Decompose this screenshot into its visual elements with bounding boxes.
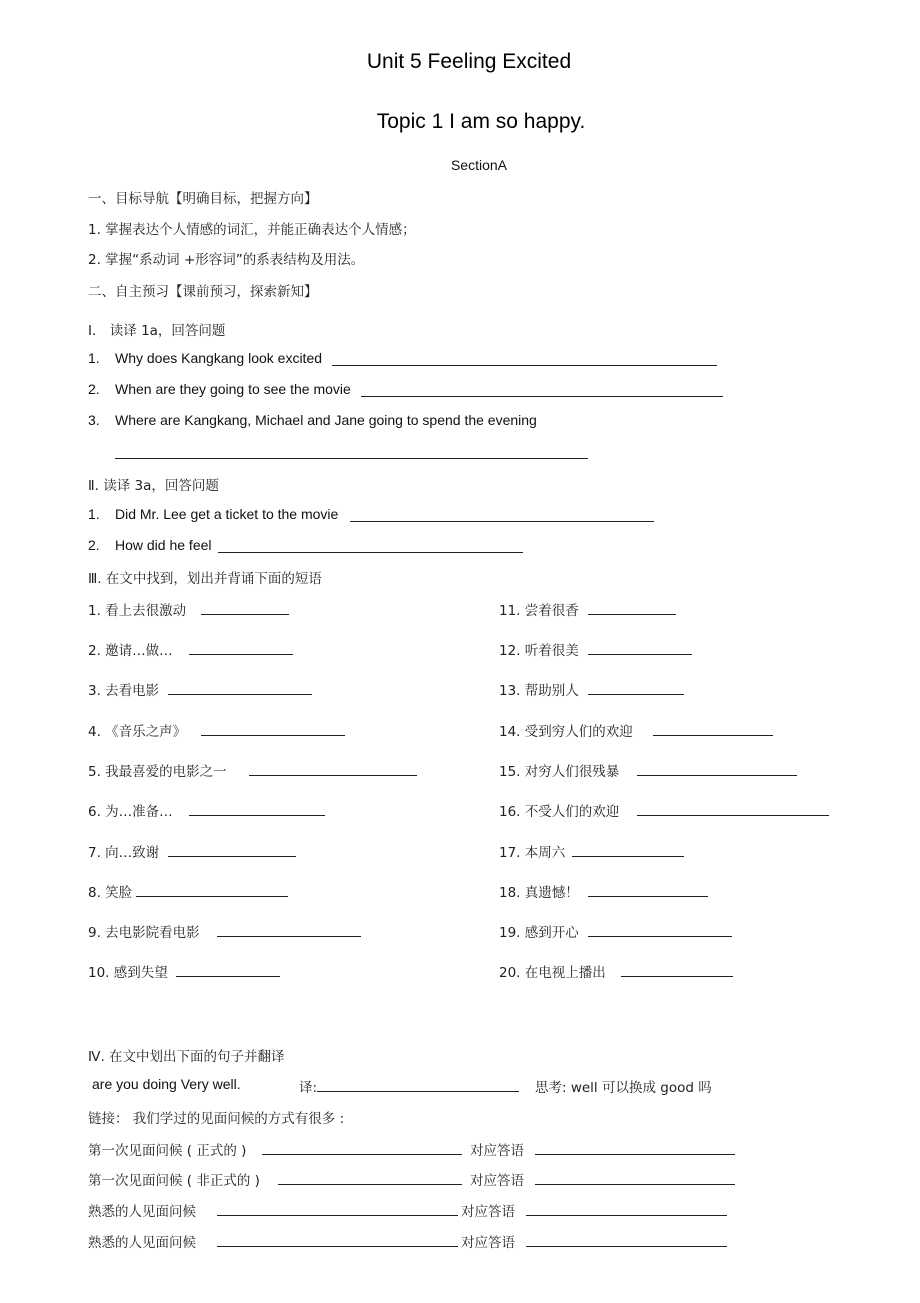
phrase-item: 10. 感到失望 — [88, 965, 168, 981]
greeting-label: 熟悉的人见面问候 — [88, 1235, 196, 1251]
phrase-item: 3. 去看电影 — [88, 683, 160, 699]
think-question: 思考: well 可以换成 good 吗 — [535, 1080, 712, 1096]
question-text: Where are Kangkang, Michael and Jane going to spend the evening — [115, 412, 537, 428]
phrase-item: 13. 帮助别人 — [499, 683, 579, 699]
reply-label: 对应答语 — [461, 1204, 515, 1220]
answer-line[interactable] — [189, 815, 325, 816]
answer-line[interactable] — [653, 735, 773, 736]
phrase-item: 14. 受到穷人们的欢迎 — [499, 724, 633, 740]
answer-line[interactable] — [201, 614, 289, 615]
phrase-item: 9. 去电影院看电影 — [88, 925, 200, 941]
answer-line[interactable] — [189, 654, 293, 655]
answer-line[interactable] — [361, 396, 723, 397]
phrase-item: 4. 《音乐之声》 — [88, 724, 187, 740]
phrase-item: 1. 看上去很激动 — [88, 603, 187, 619]
answer-line[interactable] — [588, 654, 692, 655]
answer-line[interactable] — [176, 976, 280, 977]
reply-label: 对应答语 — [470, 1143, 524, 1159]
answer-line[interactable] — [217, 936, 361, 937]
question-text: How did he feel — [115, 537, 212, 553]
phrase-item: 18. 真遗憾！ — [499, 885, 579, 901]
phrase-item: 19. 感到开心 — [499, 925, 579, 941]
reply-label: 对应答语 — [461, 1235, 515, 1251]
phrase-item: 17. 本周六 — [499, 845, 566, 861]
section-label: SectionA — [450, 157, 508, 173]
goal-item: 2. 掌握“系动词 +形容词”的系表结构及用法。 — [88, 252, 365, 268]
answer-line[interactable] — [637, 775, 797, 776]
answer-line[interactable] — [136, 896, 288, 897]
answer-line[interactable] — [588, 896, 708, 897]
question-text: Why does Kangkang look excited — [115, 350, 323, 366]
answer-line[interactable] — [588, 936, 732, 937]
answer-line[interactable] — [262, 1154, 462, 1155]
answer-line[interactable] — [217, 1215, 458, 1216]
phrase-item: 6. 为…准备… — [88, 804, 173, 820]
translate-label: 译: — [299, 1080, 318, 1096]
phrase-item: 16. 不受人们的欢迎 — [499, 804, 620, 820]
link-label: 链接： 我们学过的见面问候的方式有很多 : — [88, 1111, 345, 1127]
answer-line[interactable] — [572, 856, 684, 857]
answer-line[interactable] — [201, 735, 345, 736]
phrase-item: 12. 听着很美 — [499, 643, 579, 659]
answer-line[interactable] — [332, 365, 717, 366]
answer-line[interactable] — [217, 1246, 458, 1247]
greeting-label: 第一次见面问候 ( 非正式的 ) — [88, 1173, 260, 1189]
question-text: Did Mr. Lee get a ticket to the movie — [115, 506, 339, 522]
unit-title: Unit 5 Feeling Excited — [366, 50, 572, 73]
exercise3-heading: Ⅲ. 在文中找到，划出并背诵下面的短语 — [88, 571, 322, 587]
exercise1-heading: Ⅰ． 读译 1a，回答问题 — [88, 323, 226, 339]
question-number: 1. — [88, 506, 100, 522]
question-text: When are they going to see the movie — [115, 381, 351, 397]
answer-line[interactable] — [535, 1154, 735, 1155]
answer-line[interactable] — [588, 614, 676, 615]
answer-line[interactable] — [526, 1215, 727, 1216]
exercise4-heading: Ⅳ. 在文中划出下面的句子并翻译 — [88, 1049, 285, 1065]
answer-line[interactable] — [218, 552, 523, 553]
answer-line[interactable] — [350, 521, 654, 522]
phrase-item: 7. 向…致谢 — [88, 845, 160, 861]
answer-line[interactable] — [621, 976, 733, 977]
goal-item: 1. 掌握表达个人情感的词汇，并能正确表达个人情感； — [88, 222, 416, 238]
part1-heading: 一、目标导航【明确目标，把握方向】 — [88, 191, 318, 207]
exercise2-heading: Ⅱ. 读译 3a，回答问题 — [88, 478, 219, 494]
answer-line[interactable] — [526, 1246, 727, 1247]
phrase-item: 8. 笑脸 — [88, 885, 133, 901]
question-number: 1. — [88, 350, 100, 366]
part2-heading: 二、自主预习【课前预习，探索新知】 — [88, 284, 318, 300]
answer-line[interactable] — [278, 1184, 462, 1185]
question-number: 2. — [88, 381, 100, 397]
phrase-item: 11. 尝着很香 — [499, 603, 579, 619]
topic-title: Topic 1 I am so happy. — [376, 110, 586, 133]
reply-label: 对应答语 — [470, 1173, 524, 1189]
answer-line[interactable] — [637, 815, 829, 816]
answer-line[interactable] — [115, 458, 588, 459]
question-number: 3. — [88, 412, 100, 428]
answer-line[interactable] — [168, 694, 312, 695]
greeting-label: 熟悉的人见面问候 — [88, 1204, 196, 1220]
question-number: 2. — [88, 537, 100, 553]
phrase-item: 20. 在电视上播出 — [499, 965, 606, 981]
answer-line[interactable] — [535, 1184, 735, 1185]
phrase-item: 15. 对穷人们很残暴 — [499, 764, 620, 780]
answer-line[interactable] — [249, 775, 417, 776]
answer-line[interactable] — [317, 1091, 519, 1092]
greeting-label: 第一次见面问候 ( 正式的 ) — [88, 1143, 247, 1159]
sentence-text: are you doing Very well. — [92, 1076, 241, 1092]
answer-line[interactable] — [168, 856, 296, 857]
phrase-item: 5. 我最喜爱的电影之一 — [88, 764, 227, 780]
answer-line[interactable] — [588, 694, 684, 695]
phrase-item: 2. 邀请…做… — [88, 643, 173, 659]
